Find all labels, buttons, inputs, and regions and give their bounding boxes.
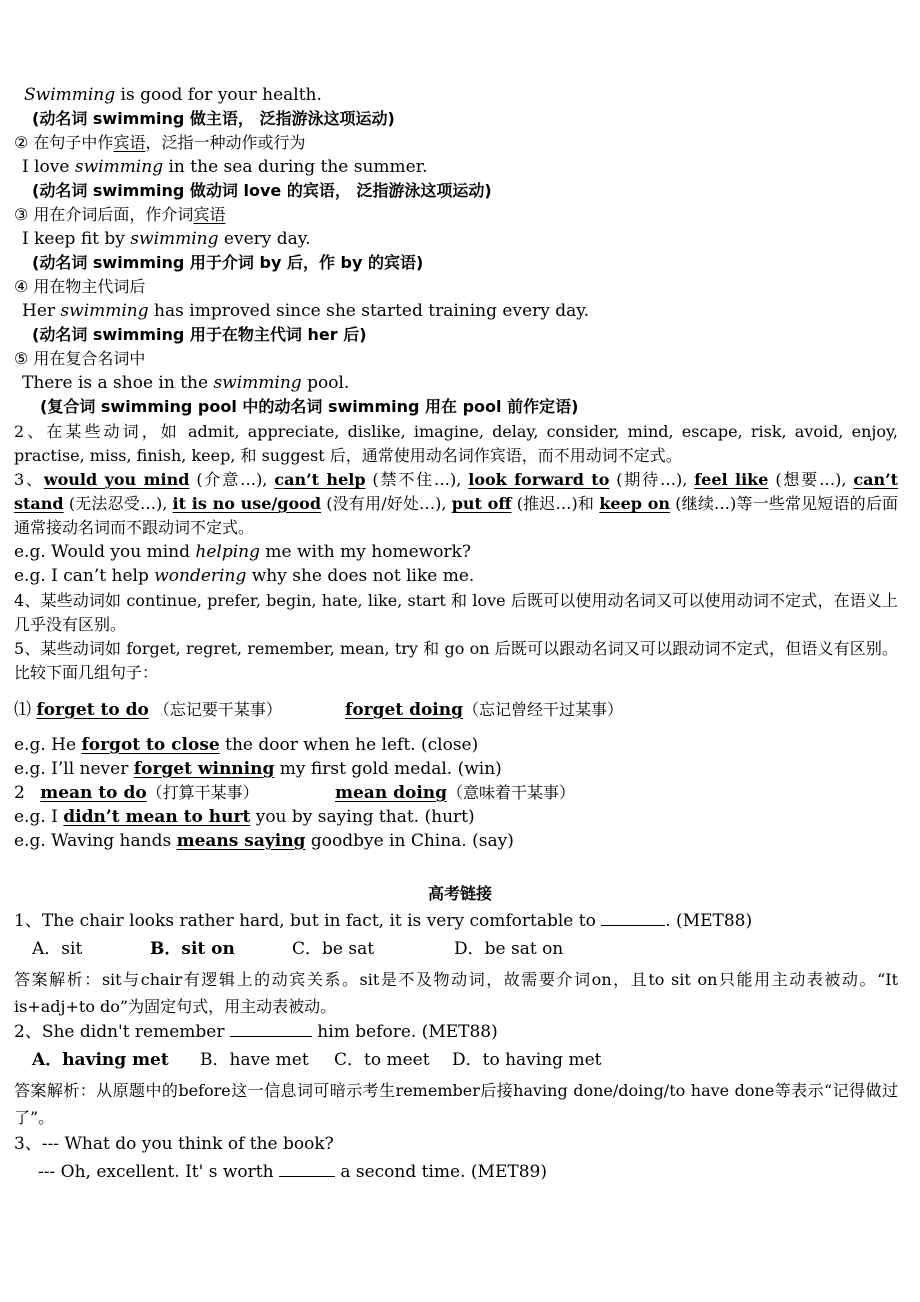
example-eg-5: e.g. I didn’t mean to hurt you by saying that. (hurt): [14, 807, 475, 827]
q2-answer-explanation: 答案解析：从原题中的before这一信息词可暗示考生remember后接having done/doing/to have done等表示“记得做过了”。: [14, 1081, 898, 1127]
compare-group-1-b: forget doing（忘记曾经干过某事）: [345, 700, 624, 720]
note-4: (动名词 swimming 用于在物主代词 her 后): [32, 325, 367, 344]
answer-blank: [230, 1022, 312, 1037]
example-eg-1: e.g. Would you mind helping me with my homework?: [14, 542, 471, 562]
paragraph-3: 3、would you mind (介意…), can’t help (禁不住…), look forward to (期待…), feel like (想要…), can’t stand (无法忍受…), it is no use/good (没有用/好处…), put off (推迟…)和 keep on (继续…)等一些常见短语的后面通常接动名词而不跟动词不定式。: [14, 470, 899, 537]
heading-2: ② 在句子中作宾语，泛指一种动作或行为: [14, 133, 306, 152]
heading-3: ③ 用在介词后面，作介词宾语: [14, 205, 226, 224]
heading-5: ⑤ 用在复合名词中: [14, 349, 146, 368]
note-5: (复合词 swimming pool 中的动名词 swimming 用在 pool 前作定语): [40, 397, 579, 416]
compare-group-2: 2 mean to do（打算干某事）: [14, 783, 259, 803]
example-sentence-1: Swimming is good for your health.: [24, 85, 322, 105]
question-3-reply: --- Oh, excellent. It' s worth a second time. (MET89): [38, 1162, 547, 1182]
q2-option-c: C．to meet: [334, 1050, 430, 1070]
paragraph-4: 4、某些动词如 continue, prefer, begin, hate, like, start 和 love 后既可以使用动名词又可以使用动词不定式，在语义上几乎没有区别。: [14, 591, 898, 634]
heading-4: ④ 用在物主代词后: [14, 277, 146, 296]
q1-option-d: D．be sat on: [454, 939, 564, 959]
q1-option-a: A．sit: [32, 939, 83, 959]
section-title: 高考链接: [427, 884, 492, 903]
q2-option-a: A．having met: [32, 1050, 169, 1070]
example-eg-2: e.g. I can’t help wondering why she does not like me.: [14, 566, 475, 586]
answer-blank: [601, 911, 665, 926]
paragraph-2: 2、在某些动词，如 admit, appreciate, dislike, imagine, delay, consider, mind, escape, risk, avoid, enjoy, practise, miss, finish, keep, 和 suggest 后，通常使用动名词作宾语，而不用动词不定式。: [14, 422, 898, 465]
compare-group-2-b: mean doing（意味着干某事）: [335, 783, 576, 803]
example-sentence-5: There is a shoe in the swimming pool.: [22, 373, 350, 393]
q1-answer-explanation: 答案解析：sit与chair有逻辑上的动宾关系。sit是不及物动词，故需要介词on，且to sit on只能用主动表被动。“It is+adj+to do”为固定句式，用主动表被动。: [14, 970, 898, 1016]
example-sentence-3: I keep fit by swimming every day.: [22, 229, 311, 249]
example-sentence-4: Her swimming has improved since she started training every day.: [22, 301, 590, 321]
example-eg-6: e.g. Waving hands means saying goodbye in China. (say): [14, 831, 514, 851]
question-3: 3、--- What do you think of the book?: [14, 1134, 334, 1154]
example-eg-4: e.g. I’ll never forget winning my first gold medal. (win): [14, 759, 502, 779]
note-3: (动名词 swimming 用于介词 by 后，作 by 的宾语): [32, 253, 424, 272]
compare-group-1: ⑴ forget to do （忘记要干某事）: [14, 700, 282, 720]
answer-blank: [279, 1162, 335, 1177]
question-2: 2、She didn't remember him before. (MET88): [14, 1022, 498, 1042]
note-2: (动名词 swimming 做动词 love 的宾语， 泛指游泳这项运动): [32, 181, 492, 200]
example-sentence-2: I love swimming in the sea during the summer.: [22, 157, 428, 177]
q2-option-b: B．have met: [200, 1050, 309, 1070]
q2-option-d: D．to having met: [452, 1050, 602, 1070]
question-1: 1、The chair looks rather hard, but in fact, it is very comfortable to . (MET88): [14, 911, 753, 931]
q1-option-b: B．sit on: [150, 939, 235, 959]
note-1: (动名词 swimming 做主语， 泛指游泳这项运动): [32, 109, 395, 128]
q1-option-c: C．be sat: [292, 939, 375, 959]
example-eg-3: e.g. He forgot to close the door when he left. (close): [14, 735, 479, 755]
paragraph-5: 5、某些动词如 forget, regret, remember, mean, try 和 go on 后既可以跟动名词又可以跟动词不定式，但语义有区别。比较下面几组句子：: [14, 639, 898, 682]
